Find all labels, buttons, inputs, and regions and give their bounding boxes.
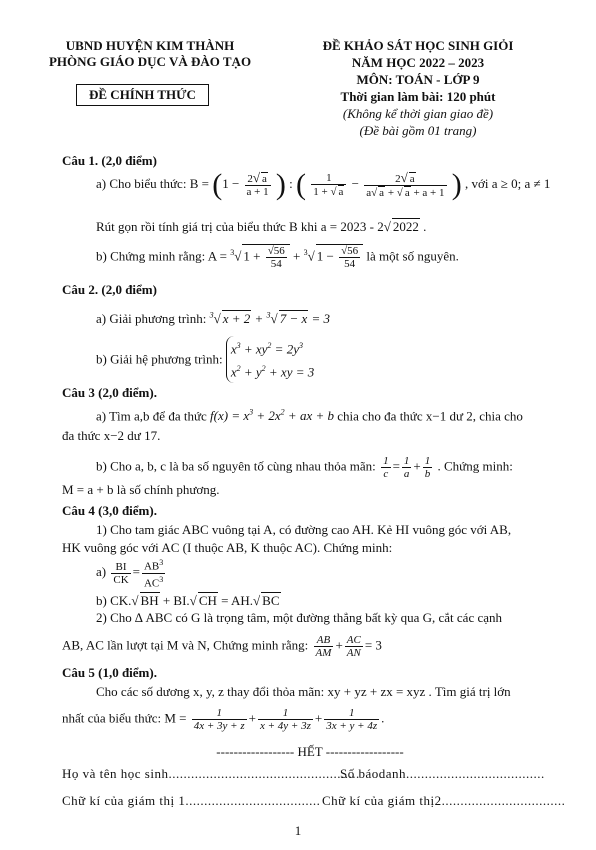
q1a-condition: , với a ≥ 0; a ≠ 1 <box>465 175 551 191</box>
q4-p2-line1: 2) Cho ∆ ABC có G là trọng tâm, một đường thẳng bất kỳ qua G, cắt các cạnh <box>96 610 503 625</box>
time-allowed: Thời gian làm bài: 120 phút <box>340 89 496 104</box>
q1a-line2-text: Rút gọn rồi tính giá trị của biểu thức B khi a = 2023 - 2 <box>96 219 384 234</box>
q3a-line1: a) Tìm a,b để đa thức $f(x) = x^3 + 2x^2$ + ax + b chia cho đa thức x−1 dư 2, chia cho <box>96 408 523 424</box>
school-year: NĂM HỌC 2022 – 2023 <box>351 55 485 70</box>
end-mark: ------------------ HẾT ------------------ <box>216 744 404 759</box>
q4-p1-a: a) $\frac{BI}{CK}$ = $\frac{AB^3}{AC^3}$ <box>96 558 164 590</box>
q1a-line2-rad: 2022 <box>392 219 419 234</box>
q2b-line <box>96 336 314 383</box>
time-note: (Không kể thời gian giao đề) <box>342 106 494 121</box>
q4-title: Câu 4 (3,0 điểm). <box>62 503 157 518</box>
q4-p1-a-label: a) <box>96 564 107 580</box>
q4-p1-line1: 1) Cho tam giác ABC vuông tại A, có đường cao AH. Kẻ HI vuông góc với AB, <box>96 522 512 537</box>
q4-p2-line2: AB, AC lần lượt tại M và N, Chứng minh rằng: $\frac{AB}{AM}$ + $\frac{AC}{AN}$ = 3 <box>62 634 382 659</box>
q3a-line2: đa thức x−2 dư 17. <box>62 428 161 443</box>
q1b-prefix: b) Chứng minh rằng: A = <box>96 248 228 264</box>
q2b-system: $x^3 + xy^2 = 2y^3$ $x^2 + y^2$ + xy = 3 <box>226 336 314 383</box>
invigilator1-line: Chữ kí của giám thị 1.................................... <box>62 793 321 808</box>
q3a-end: chia cho đa thức x−1 dư 2, chia cho <box>337 408 523 424</box>
q5-line2-start: nhất của biểu thức: M = <box>62 710 187 726</box>
q2a-text: a) Giải phương trình: <box>96 311 207 326</box>
q4-p1-line2: HK vuông góc với AC (I thuộc AB, K thuộc AC). Chứng minh: <box>62 540 393 555</box>
q5-line1: Cho các số dương x, y, z thay đổi thỏa mãn: xy + yz + zx = xyz . Tìm giá trị lớn <box>96 684 511 699</box>
candidate-number-line: Số báodanh..................................... <box>340 766 545 781</box>
q3b-line1: b) Cho a, b, c là ba số nguyên tố cùng nhau thỏa mãn: $\frac{1}{c}$ = $\frac{1}{a}$ + $\frac{1}{b}$ . Chứng minh: <box>96 455 513 480</box>
q1b-expression: b) Chứng minh rằng: A = $^3$√ 1 + $\frac{√56}{54}$ + $^3$√ 1 − $\frac{√56}{54}$ là một số nguyên. <box>96 245 459 270</box>
official-box: ĐỀ CHÍNH THỨC <box>76 84 209 106</box>
q1b-suffix: là một số nguyên. <box>366 248 459 264</box>
q1a-line2: Rút gọn rồi tính giá trị của biểu thức B khi a = 2023 - 2√ 2022 . <box>96 219 427 234</box>
q1-title: Câu 1. (2,0 điểm) <box>62 153 157 168</box>
q2-title: Câu 2. (2,0 điểm) <box>62 282 157 297</box>
invigilator2-line: Chữ kí của giám thị2................................. <box>322 793 566 808</box>
q3a-start: a) Tìm a,b để đa thức <box>96 408 207 424</box>
header-department: PHÒNG GIÁO DỤC VÀ ĐÀO TẠO <box>48 54 252 69</box>
q3b-start: b) Cho a, b, c là ba số nguyên tố cùng nhau thỏa mãn: <box>96 458 376 474</box>
student-name-line: Họ và tên học sinh................................................... <box>62 766 360 781</box>
subject: MÔN: TOÁN - LỚP 9 <box>356 72 480 87</box>
q2b-text: b) Giải hệ phương trình: <box>96 351 223 367</box>
q4-p2-text: AB, AC lần lượt tại M và N, Chứng minh rằng: <box>62 637 309 653</box>
q1a-expression: a) Cho biểu thức: B = (1 − $\frac{2√ a}{a + 1}$ ) : ( $\frac{1}{1 + √ a}$ − $\frac{2√ a}{a√ a + √ a + a + 1}$ ) , với a ≥ 0; a ≠ 1 <box>96 168 551 201</box>
q5-title: Câu 5 (1,0 điểm). <box>62 665 157 680</box>
q3-title: Câu 3 (2,0 điểm). <box>62 385 157 400</box>
q5-line2: nhất của biểu thức: M = $\frac{1}{4x + 3y + z}$ + $\frac{1}{x + 4y + 3z}$ + $\frac{1}{3x + y + 4z}$ . <box>62 707 385 732</box>
q3b-end: . Chứng minh: <box>437 458 513 474</box>
exam-title: ĐỀ KHẢO SÁT HỌC SINH GIỎI <box>322 38 514 53</box>
q4-p1-b-label: b) CK. <box>96 593 132 608</box>
q2a-line: a) Giải phương trình: $^3$√ x + 2 + $^3$√ 7 − x = 3 <box>96 310 331 326</box>
q3b-line2: M = a + b là số chính phương. <box>62 482 220 497</box>
page-count-note: (Đề bài gồm 01 trang) <box>359 123 477 138</box>
q4-p1-b: b) CK.√ BH + BI.√ CH = AH.√ BC <box>96 593 280 608</box>
q1a-prefix: a) Cho biểu thức: B = <box>96 175 209 191</box>
page-number: 1 <box>294 823 302 838</box>
header-district: UBND HUYỆN KIM THÀNH <box>65 38 235 53</box>
